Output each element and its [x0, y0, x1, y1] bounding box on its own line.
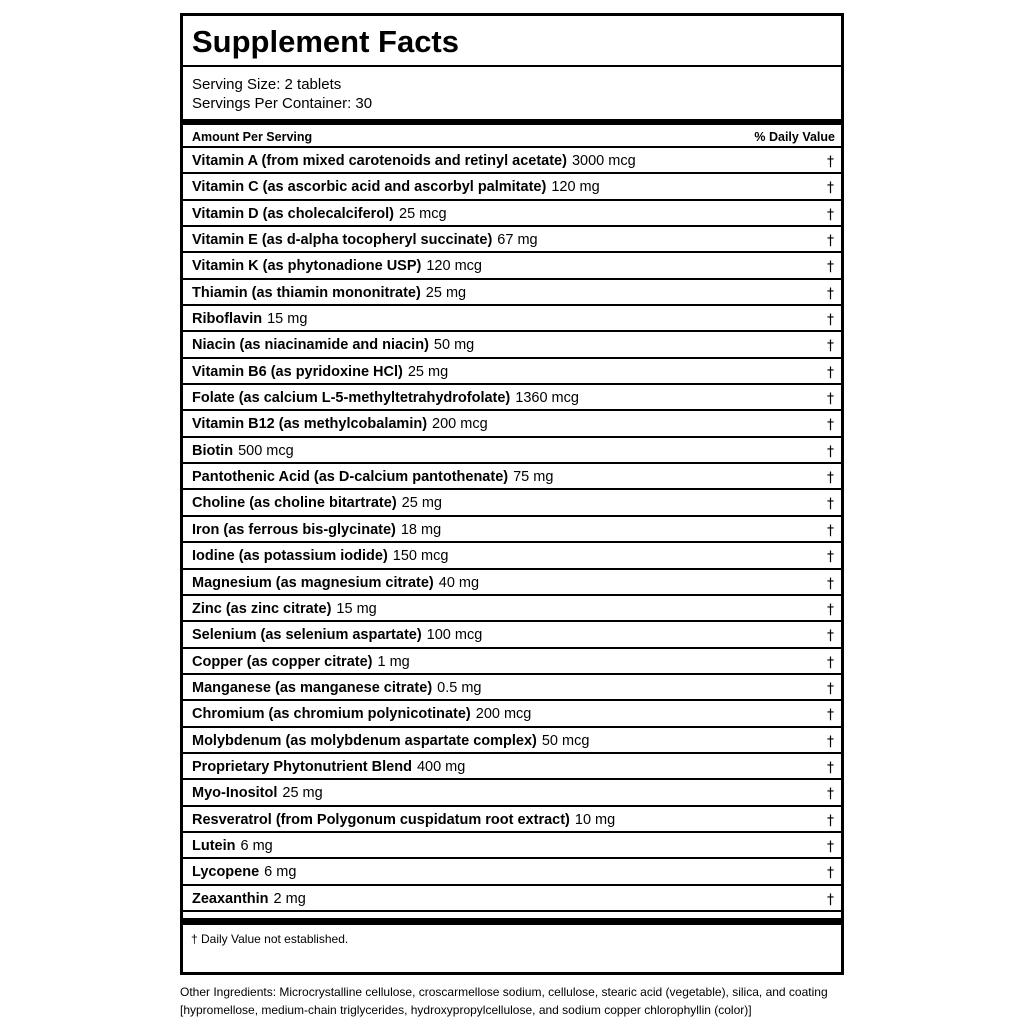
nutrient-name-text: Myo-Inositol [192, 785, 278, 802]
nutrient-row [183, 253, 841, 279]
nutrient-name [192, 597, 377, 621]
nutrient-name-text: Chromium (as chromium polynicotinate) [192, 706, 471, 723]
nutrient-amount: 25 mg [282, 785, 323, 802]
nutrient-amount: 120 mcg [426, 258, 482, 275]
nutrient-name-text: Proprietary Phytonutrient Blend [192, 758, 412, 775]
nutrient-row [183, 570, 841, 596]
daily-value-dagger: † [827, 838, 834, 855]
daily-value-dagger: † [827, 786, 834, 803]
nutrient-row [183, 438, 841, 464]
nutrient-name-text: Riboflavin [192, 311, 263, 328]
nutrient-row [183, 174, 841, 200]
nutrient-name-text: Biotin [192, 442, 234, 459]
supplement-facts-panel [180, 13, 844, 975]
daily-value-dagger: † [827, 443, 834, 460]
nutrient-name-text: Pantothenic Acid (as D-calcium pantothenate) [192, 469, 509, 486]
nutrient-name-text: Vitamin A (from mixed carotenoids and retinyl acetate) [192, 153, 567, 169]
nutrient-name [192, 228, 538, 252]
nutrient-row [183, 464, 841, 490]
daily-value-dagger: † [827, 865, 834, 882]
nutrient-row [183, 728, 841, 754]
nutrient-row [183, 332, 841, 358]
nutrient-row [183, 859, 841, 885]
daily-value-dagger: † [827, 628, 834, 645]
other-ingredients-line-2: [hypromellose, medium-chain triglycerides, hydroxypropylcellulose, and sodium copper chlorophyllin (color)] [180, 1003, 752, 1017]
daily-value-dagger: † [827, 496, 834, 513]
daily-value-dagger: † [827, 180, 834, 197]
nutrient-name-text: Zinc (as zinc citrate) [192, 600, 332, 617]
daily-value-dagger: † [827, 575, 834, 592]
daily-value-dagger: † [827, 654, 834, 671]
nutrient-row [183, 622, 841, 648]
daily-value-dagger: † [827, 417, 834, 434]
nutrient-name-text: Lutein [192, 837, 236, 854]
nutrient-amount: 6 mg [264, 864, 297, 881]
nutrient-name [192, 860, 296, 884]
nutrient-name [192, 702, 531, 726]
nutrient-name-text: Vitamin K (as phytonadione USP) [192, 258, 422, 275]
nutrient-name [192, 544, 448, 568]
serving-info [183, 69, 841, 121]
nutrient-name [192, 333, 474, 357]
nutrient-name [192, 887, 306, 911]
nutrient-row [183, 227, 841, 253]
nutrient-row [183, 701, 841, 727]
nutrient-name [192, 623, 482, 647]
nutrient-name-text: Zeaxanthin [192, 890, 269, 907]
serving-size: Serving Size: 2 tablets [192, 76, 342, 93]
daily-value-dagger: † [827, 601, 834, 618]
nutrient-name [192, 439, 294, 463]
daily-value-dagger: † [827, 154, 834, 170]
nutrient-amount: 200 mcg [475, 706, 532, 723]
nutrient-amount: 1360 mcg [515, 390, 579, 407]
nutrient-row [183, 201, 841, 227]
nutrient-name-text: Iron (as ferrous bis-glycinate) [192, 521, 396, 538]
daily-value-dagger: † [827, 522, 834, 539]
nutrient-name [192, 307, 307, 331]
amount-per-serving-header: Amount Per Serving [192, 130, 313, 144]
nutrient-amount: 25 mcg [399, 205, 447, 222]
nutrient-amount: 100 mcg [426, 627, 483, 644]
nutrient-name-text: Thiamin (as thiamin mononitrate) [192, 284, 421, 301]
nutrient-name-text: Resveratrol (from Polygonum cuspidatum root extract) [192, 811, 570, 828]
panel-title: Supplement Facts [183, 16, 841, 67]
nutrient-name [192, 386, 579, 410]
nutrient-name-text: Vitamin E (as d-alpha tocopheryl succinate) [192, 232, 493, 249]
nutrient-amount: 67 mg [497, 232, 538, 249]
daily-value-dagger: † [827, 812, 834, 829]
nutrient-name-text: Vitamin C (as ascorbic acid and ascorbyl palmitate) [192, 179, 547, 196]
thick-divider-top [183, 119, 841, 125]
nutrient-row [183, 543, 841, 569]
nutrient-row [183, 649, 841, 675]
nutrient-name [192, 202, 447, 226]
nutrient-name [192, 755, 465, 779]
nutrient-amount: 120 mg [551, 179, 600, 196]
nutrient-name [192, 149, 636, 173]
other-ingredients-line-1: Other Ingredients: Microcrystalline cellulose, croscarmellose sodium, cellulose, stearic acid (vegetable), silica, and coating [180, 985, 828, 999]
nutrient-row [183, 306, 841, 332]
nutrient-row [183, 411, 841, 437]
nutrient-row [183, 833, 841, 859]
daily-value-dagger: † [827, 364, 834, 381]
nutrient-amount: 400 mg [416, 758, 466, 775]
daily-value-dagger: † [827, 680, 834, 697]
nutrient-amount: 25 mg [407, 363, 449, 380]
daily-value-dagger: † [827, 338, 834, 355]
nutrient-row [183, 359, 841, 385]
other-ingredients [180, 983, 844, 1019]
nutrient-name [192, 360, 448, 384]
nutrient-amount: 75 mg [513, 469, 554, 486]
nutrient-name-text: Magnesium (as magnesium citrate) [192, 574, 434, 591]
daily-value-footnote: † Daily Value not established. [191, 932, 349, 946]
nutrient-name-text: Copper (as copper citrate) [192, 653, 373, 670]
daily-value-dagger: † [827, 549, 834, 566]
daily-value-dagger: † [827, 707, 834, 724]
nutrient-name [192, 650, 410, 674]
nutrient-row [183, 280, 841, 306]
nutrient-name-text: Vitamin B12 (as methylcobalamin) [192, 416, 428, 433]
daily-value-header: % Daily Value [754, 130, 835, 144]
nutrient-amount: 18 mg [400, 521, 442, 538]
nutrient-name [192, 175, 600, 199]
daily-value-dagger: † [827, 233, 834, 250]
nutrient-name [192, 676, 482, 700]
nutrient-list [183, 148, 841, 912]
nutrient-amount: 50 mg [433, 337, 475, 354]
nutrient-name [192, 254, 482, 278]
nutrient-name-text: Lycopene [192, 864, 260, 881]
nutrient-name [192, 571, 479, 595]
nutrient-row [183, 886, 841, 912]
nutrient-row [183, 780, 841, 806]
nutrient-name-text: Niacin (as niacinamide and niacin) [192, 337, 429, 354]
nutrient-row [183, 596, 841, 622]
nutrient-amount: 15 mg [267, 311, 308, 328]
nutrient-amount: 200 mcg [432, 416, 488, 433]
nutrient-name [192, 729, 589, 753]
nutrient-amount: 25 mg [401, 495, 442, 512]
daily-value-dagger: † [827, 285, 834, 302]
nutrient-name [192, 781, 323, 805]
nutrient-name-text: Iodine (as potassium iodide) [192, 548, 388, 565]
nutrient-name-text: Manganese (as manganese citrate) [192, 679, 433, 696]
nutrient-name-text: Vitamin D (as cholecalciferol) [192, 205, 394, 222]
nutrient-amount: 0.5 mg [437, 679, 482, 696]
thick-divider-bottom [183, 918, 841, 925]
nutrient-amount: 10 mg [574, 811, 616, 828]
nutrient-amount: 3000 mcg [571, 153, 636, 169]
nutrient-amount: 6 mg [240, 837, 273, 854]
nutrient-name [192, 808, 615, 832]
nutrient-amount: 2 mg [273, 890, 306, 907]
servings-per-container: Servings Per Container: 30 [192, 95, 373, 112]
nutrient-name [192, 518, 441, 542]
nutrient-name-text: Choline (as choline bitartrate) [192, 495, 397, 512]
nutrient-amount: 50 mcg [541, 732, 590, 749]
nutrient-name [192, 465, 553, 489]
nutrient-name [192, 281, 466, 305]
nutrient-row [183, 807, 841, 833]
daily-value-dagger: † [827, 312, 834, 329]
nutrient-name [192, 834, 273, 858]
column-header [183, 126, 841, 148]
nutrient-row [183, 490, 841, 516]
daily-value-dagger: † [827, 759, 834, 776]
nutrient-row [183, 385, 841, 411]
nutrient-row [183, 675, 841, 701]
nutrient-name [192, 491, 442, 515]
nutrient-amount: 25 mg [425, 284, 467, 301]
nutrient-name-text: Folate (as calcium L-5-methyltetrahydrofolate) [192, 390, 511, 407]
nutrient-amount: 1 mg [377, 653, 410, 670]
nutrient-amount: 15 mg [336, 600, 377, 617]
nutrient-amount: 40 mg [438, 574, 480, 591]
nutrient-name [192, 412, 488, 436]
daily-value-dagger: † [827, 470, 834, 487]
daily-value-dagger: † [827, 891, 834, 908]
daily-value-dagger: † [827, 391, 834, 408]
nutrient-row [183, 148, 841, 174]
daily-value-dagger: † [827, 206, 834, 223]
nutrient-row [183, 517, 841, 543]
nutrient-name-text: Molybdenum (as molybdenum aspartate complex) [192, 732, 537, 749]
nutrient-name-text: Vitamin B6 (as pyridoxine HCl) [192, 363, 403, 380]
nutrient-name-text: Selenium (as selenium aspartate) [192, 627, 422, 644]
nutrient-amount: 150 mcg [392, 548, 449, 565]
daily-value-dagger: † [827, 733, 834, 750]
daily-value-dagger: † [827, 259, 834, 276]
nutrient-row [183, 754, 841, 780]
nutrient-amount: 500 mcg [238, 442, 294, 459]
